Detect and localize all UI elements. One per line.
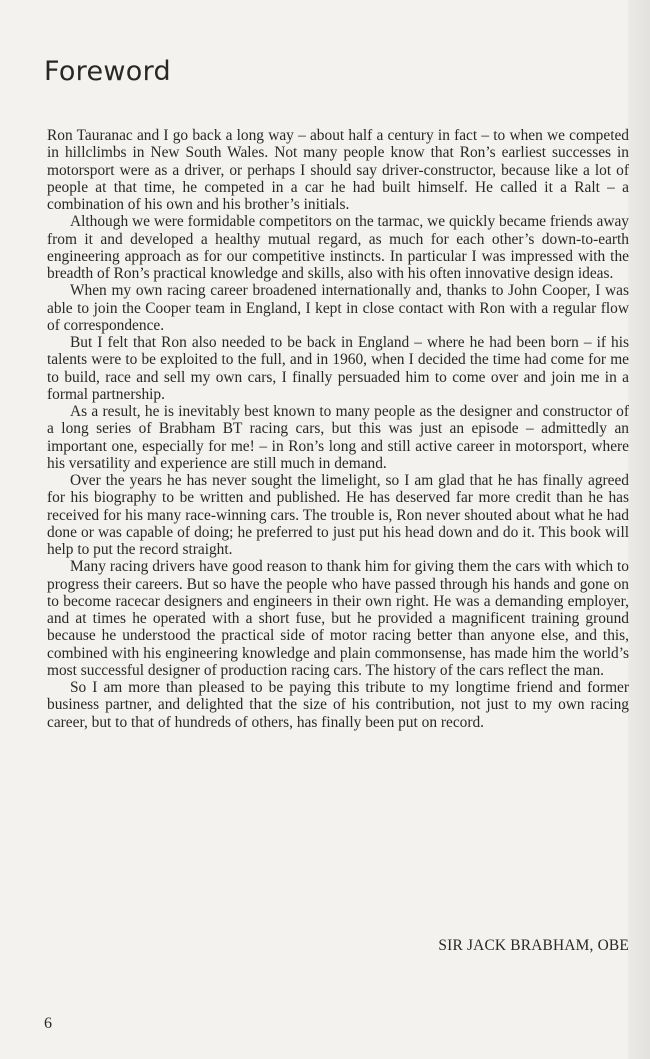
signature: SIR JACK BRABHAM, OBE [438,937,629,954]
paragraph-2: Although we were formidable competitors on the tarmac, we quickly became friends away from it and developed a healthy mutual regard, as much for each other’s down-to-earth engineering approach as for our competitive instincts. In particular I was impressed with the breadth of Ron’s practical knowledge and skills, also with his often innovative design ideas. [47,213,629,282]
page-title: Foreword [44,56,171,87]
paragraph-6: Over the years he has never sought the limelight, so I am glad that he has finally agreed for his biography to be written and published. He has deserved far more credit than he has received for his many race-winning cars. The trouble is, Ron never shouted about what he had done or was capable of doing; he preferred to just put his head down and do it. This book will help to put the record straight. [47,472,629,558]
foreword-body [47,127,629,731]
page-number: 6 [44,1015,52,1032]
paragraph-3: When my own racing career broadened internationally and, thanks to John Cooper, I was able to join the Cooper team in England, I kept in close contact with Ron with a regular flow of correspondence. [47,282,629,334]
paragraph-1: Ron Tauranac and I go back a long way – about half a century in fact – to when we competed in hillclimbs in New South Wales. Not many people know that Ron’s earliest successes in motorsport were as a driver, or perhaps I should say driver-constructor, because like a lot of people at that time, he competed in a car he had built himself. He called it a Ralt – a combination of his own and his brother’s initials. [47,127,629,213]
paragraph-7: Many racing drivers have good reason to thank him for giving them the cars with which to progress their careers. But so have the people who have passed through his hands and gone on to become racecar designers and engineers in their own right. He was a demanding employer, and at times he operated with a short fuse, but he provided a magnificent training ground because he understood the practical side of motor racing better than anyone else, and this, combined with his engineering knowledge and plain commonsense, has made him the world’s most successful designer of production racing cars. The history of the cars reflect the man. [47,558,629,679]
paragraph-5: As a result, he is inevitably best known to many people as the designer and constructor of a long series of Brabham BT racing cars, but this was just an episode – admittedly an important one, especially for me! – in Ron’s long and still active career in motorsport, where his versatility and experience are still much in demand. [47,403,629,472]
paragraph-4: But I felt that Ron also needed to be back in England – where he had been born – if his talents were to be exploited to the full, and in 1960, when I decided the time had come for me to build, race and sell my own cars, I finally persuaded him to come over and join me in a formal partnership. [47,334,629,403]
paragraph-8: So I am more than pleased to be paying this tribute to my longtime friend and former business partner, and delighted that the size of his contribution, not just to my own racing career, but to that of hundreds of others, has finally been put on record. [47,679,629,731]
page-edge [628,0,650,1059]
